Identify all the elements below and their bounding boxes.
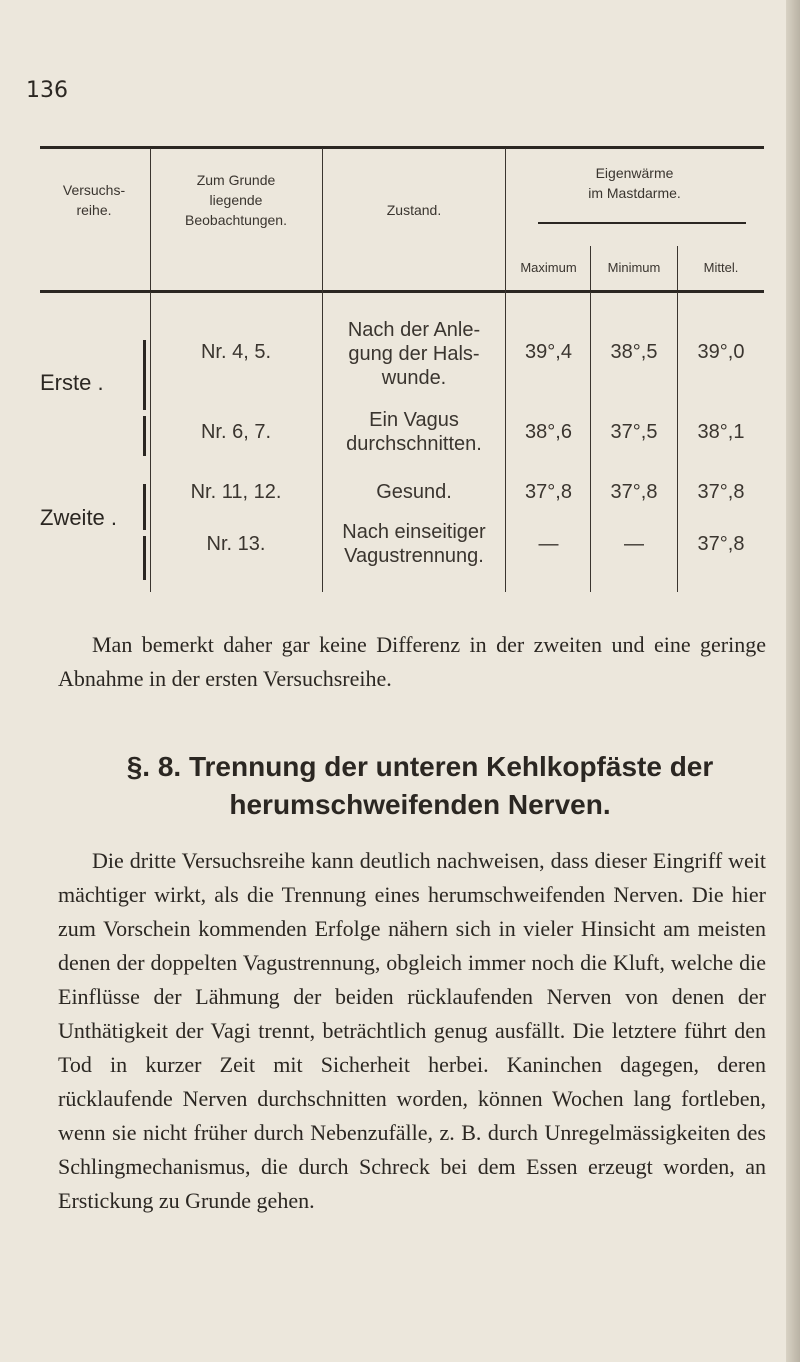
table-cell-mean: 37°,8 [697, 533, 745, 555]
column-divider [505, 148, 506, 592]
table-cell-obs: Nr. 11, 12. [190, 481, 282, 503]
header-state: Zustand. [386, 202, 442, 218]
page-edge [786, 0, 800, 1362]
table-cell-max: 37°,8 [525, 481, 572, 503]
table-cell-mean: 38°,1 [697, 421, 745, 443]
group-brace [143, 416, 146, 456]
table-cell-min: 38°,5 [610, 341, 658, 363]
column-divider [150, 148, 151, 290]
header-mean: Mittel. [703, 260, 739, 275]
table-cell-max: 39°,4 [525, 341, 572, 363]
table-cell-max: — [538, 533, 559, 555]
column-divider [150, 292, 151, 592]
table-cell-obs: Nr. 13. [206, 533, 266, 555]
column-divider [322, 148, 323, 592]
table-cell-state: Nach der Anle- gung der Hals- wunde. [347, 319, 481, 389]
header-brace-rule [538, 222, 746, 224]
group-brace [143, 340, 146, 410]
table-cell-min: — [624, 533, 644, 555]
section-body: Die dritte Versuchsreihe kann deutlich nachweisen, dass dieser Eingriff weit mächtiger wirkt, als die Trennung eines herumschweifenden Nerven. Die hier zum Vorschein kommenden Erfolge nähern sich in vieler Hinsicht am meisten denen der doppelten Vagustrennung, obgleich immer noch die Kluft, welche die Einflüsse der Lähmung der beiden rücklaufenden Nerven von denen der Unthätigkeit der Vagi trennt, beträchtlich genug ausfällt. Die letztere führt den Tod in kurzer Zeit mit Sicherheit herbei. Kaninchen dagegen, deren rücklaufende Nerven durchschnitten worden, können Wochen lang fortleben, wenn sie nicht früher durch Nebenzufälle, z. B. durch Unregelmässigkeiten des Schlingmechanismus, die durch Schreck bei dem Essen erzeugt worden, an Erstickung zu Grunde gehen. [58, 848, 766, 1213]
table-cell-state: Nach einseitiger Vagustrennung. [342, 521, 486, 567]
remark-paragraph: Man bemerkt daher gar keine Differenz in der zweiten und eine geringe Abnahme in der ersten Versuchsreihe. [58, 632, 766, 691]
table-cell-mean: 37°,8 [697, 481, 745, 503]
header-minimum: Minimum [607, 260, 661, 275]
group-brace [143, 536, 146, 580]
header-observations: Zum Grunde liegende Beobachtungen. [185, 172, 287, 228]
group-label-erste: Erste . [40, 370, 104, 395]
table-cell-obs: Nr. 4, 5. [200, 341, 272, 363]
table-cell-state: Gesund. [376, 481, 452, 503]
table-cell-obs: Nr. 6, 7. [200, 421, 272, 443]
group-brace [143, 484, 146, 530]
table-header-rule [40, 290, 764, 293]
header-maximum: Maximum [520, 260, 577, 275]
table-cell-min: 37°,5 [610, 421, 658, 443]
table-cell-state: Ein Vagus durchschnitten. [346, 409, 482, 455]
table-cell-mean: 39°,0 [697, 341, 745, 363]
table-cell-max: 38°,6 [525, 421, 572, 443]
table-cell-min: 37°,8 [610, 481, 658, 503]
section-heading: §. 8. Trennung der unteren Kehlkopfäste der herumschweifenden Nerven. [126, 751, 714, 820]
group-label-zweite: Zweite . [40, 505, 118, 530]
page-number: 136 [26, 78, 68, 103]
table-top-rule [40, 146, 764, 149]
header-temperature: Eigenwärme im Mastdarme. [588, 165, 681, 201]
header-series: Versuchs- reihe. [62, 182, 126, 218]
